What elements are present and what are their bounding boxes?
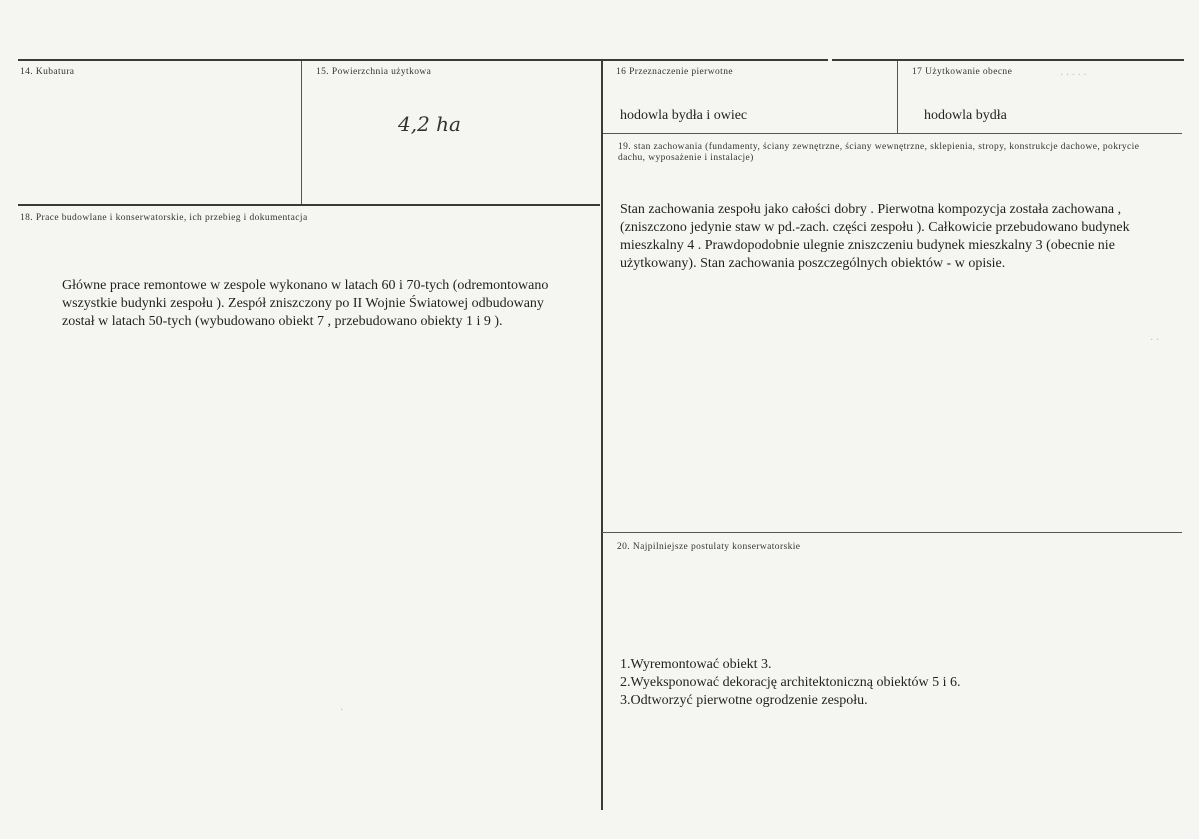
divider-14-15 — [301, 61, 302, 204]
powierzchnia-label: 15. Powierzchnia użytkowa — [316, 67, 432, 77]
list-item: 3.Odtworzyć pierwotne ogrodzenie zespołu. — [620, 693, 868, 708]
postulaty-list — [620, 656, 960, 710]
uzytkowanie-label: 17 Użytkowanie obecne — [912, 67, 1013, 77]
divider-center — [601, 61, 603, 810]
row1-divider-left — [18, 204, 600, 206]
stan-text: Stan zachowania zespołu jako całości dobry . Pierwotna kompozycja została zachowana , (zniszczono jedynie staw w pd.-zach. części zespołu ). Całkowicie przebudowano budynek mieszkalny 4 . Prawdopodobnie ulegnie zniszczeniu budynek mieszkalny 3 (obecnie nie użytkowany). Stan zachowania poszczególnych obiektów - w opisie. — [620, 202, 1130, 271]
kubatura-label: 14. Kubatura — [20, 67, 75, 77]
top-border-right — [832, 59, 1184, 61]
list-item: 1.Wyremontować obiekt 3. — [620, 657, 772, 672]
scan-speck: · · — [1150, 335, 1160, 346]
przeznaczenie-label: 16 Przeznaczenie pierwotne — [616, 67, 733, 77]
stan-label: 19. stan zachowania (fundamenty, ściany zewnętrzne, ściany wewnętrzne, sklepienia, stropy, konstrukcje dachowe, pokrycie dachu, wyposażenie i instalacje) — [618, 142, 1140, 163]
prace-label: 18. Prace budowlane i konserwatorskie, ich przebieg i dokumentacja — [20, 213, 308, 223]
przeznaczenie-value: hodowla bydła i owiec — [620, 108, 748, 123]
powierzchnia-value: 4,2 ha — [398, 112, 461, 136]
scan-speck: · — [340, 705, 344, 716]
divider-16-17 — [897, 61, 898, 133]
postulaty-label: 20. Najpilniejsze postulaty konserwatorskie — [617, 542, 801, 552]
list-item: 2.Wyeksponować dekorację architektoniczną obiektów 5 i 6. — [620, 675, 961, 690]
row1-divider-right — [602, 133, 1182, 134]
prace-text: Główne prace remontowe w zespole wykonano w latach 60 i 70-tych (odremontowano wszystkie budynki zespołu ). Zespół zniszczony po II Wojnie Światowej odbudowany został w latach 50-tych (wybudowano obiekt 7 , przebudowano obiekty 1 i 9 ). — [62, 278, 549, 329]
uzytkowanie-value: hodowla bydła — [924, 108, 1007, 123]
divider-19-20 — [602, 532, 1182, 533]
top-border-left — [18, 59, 828, 61]
scan-speck: · · · · · — [1060, 70, 1087, 81]
